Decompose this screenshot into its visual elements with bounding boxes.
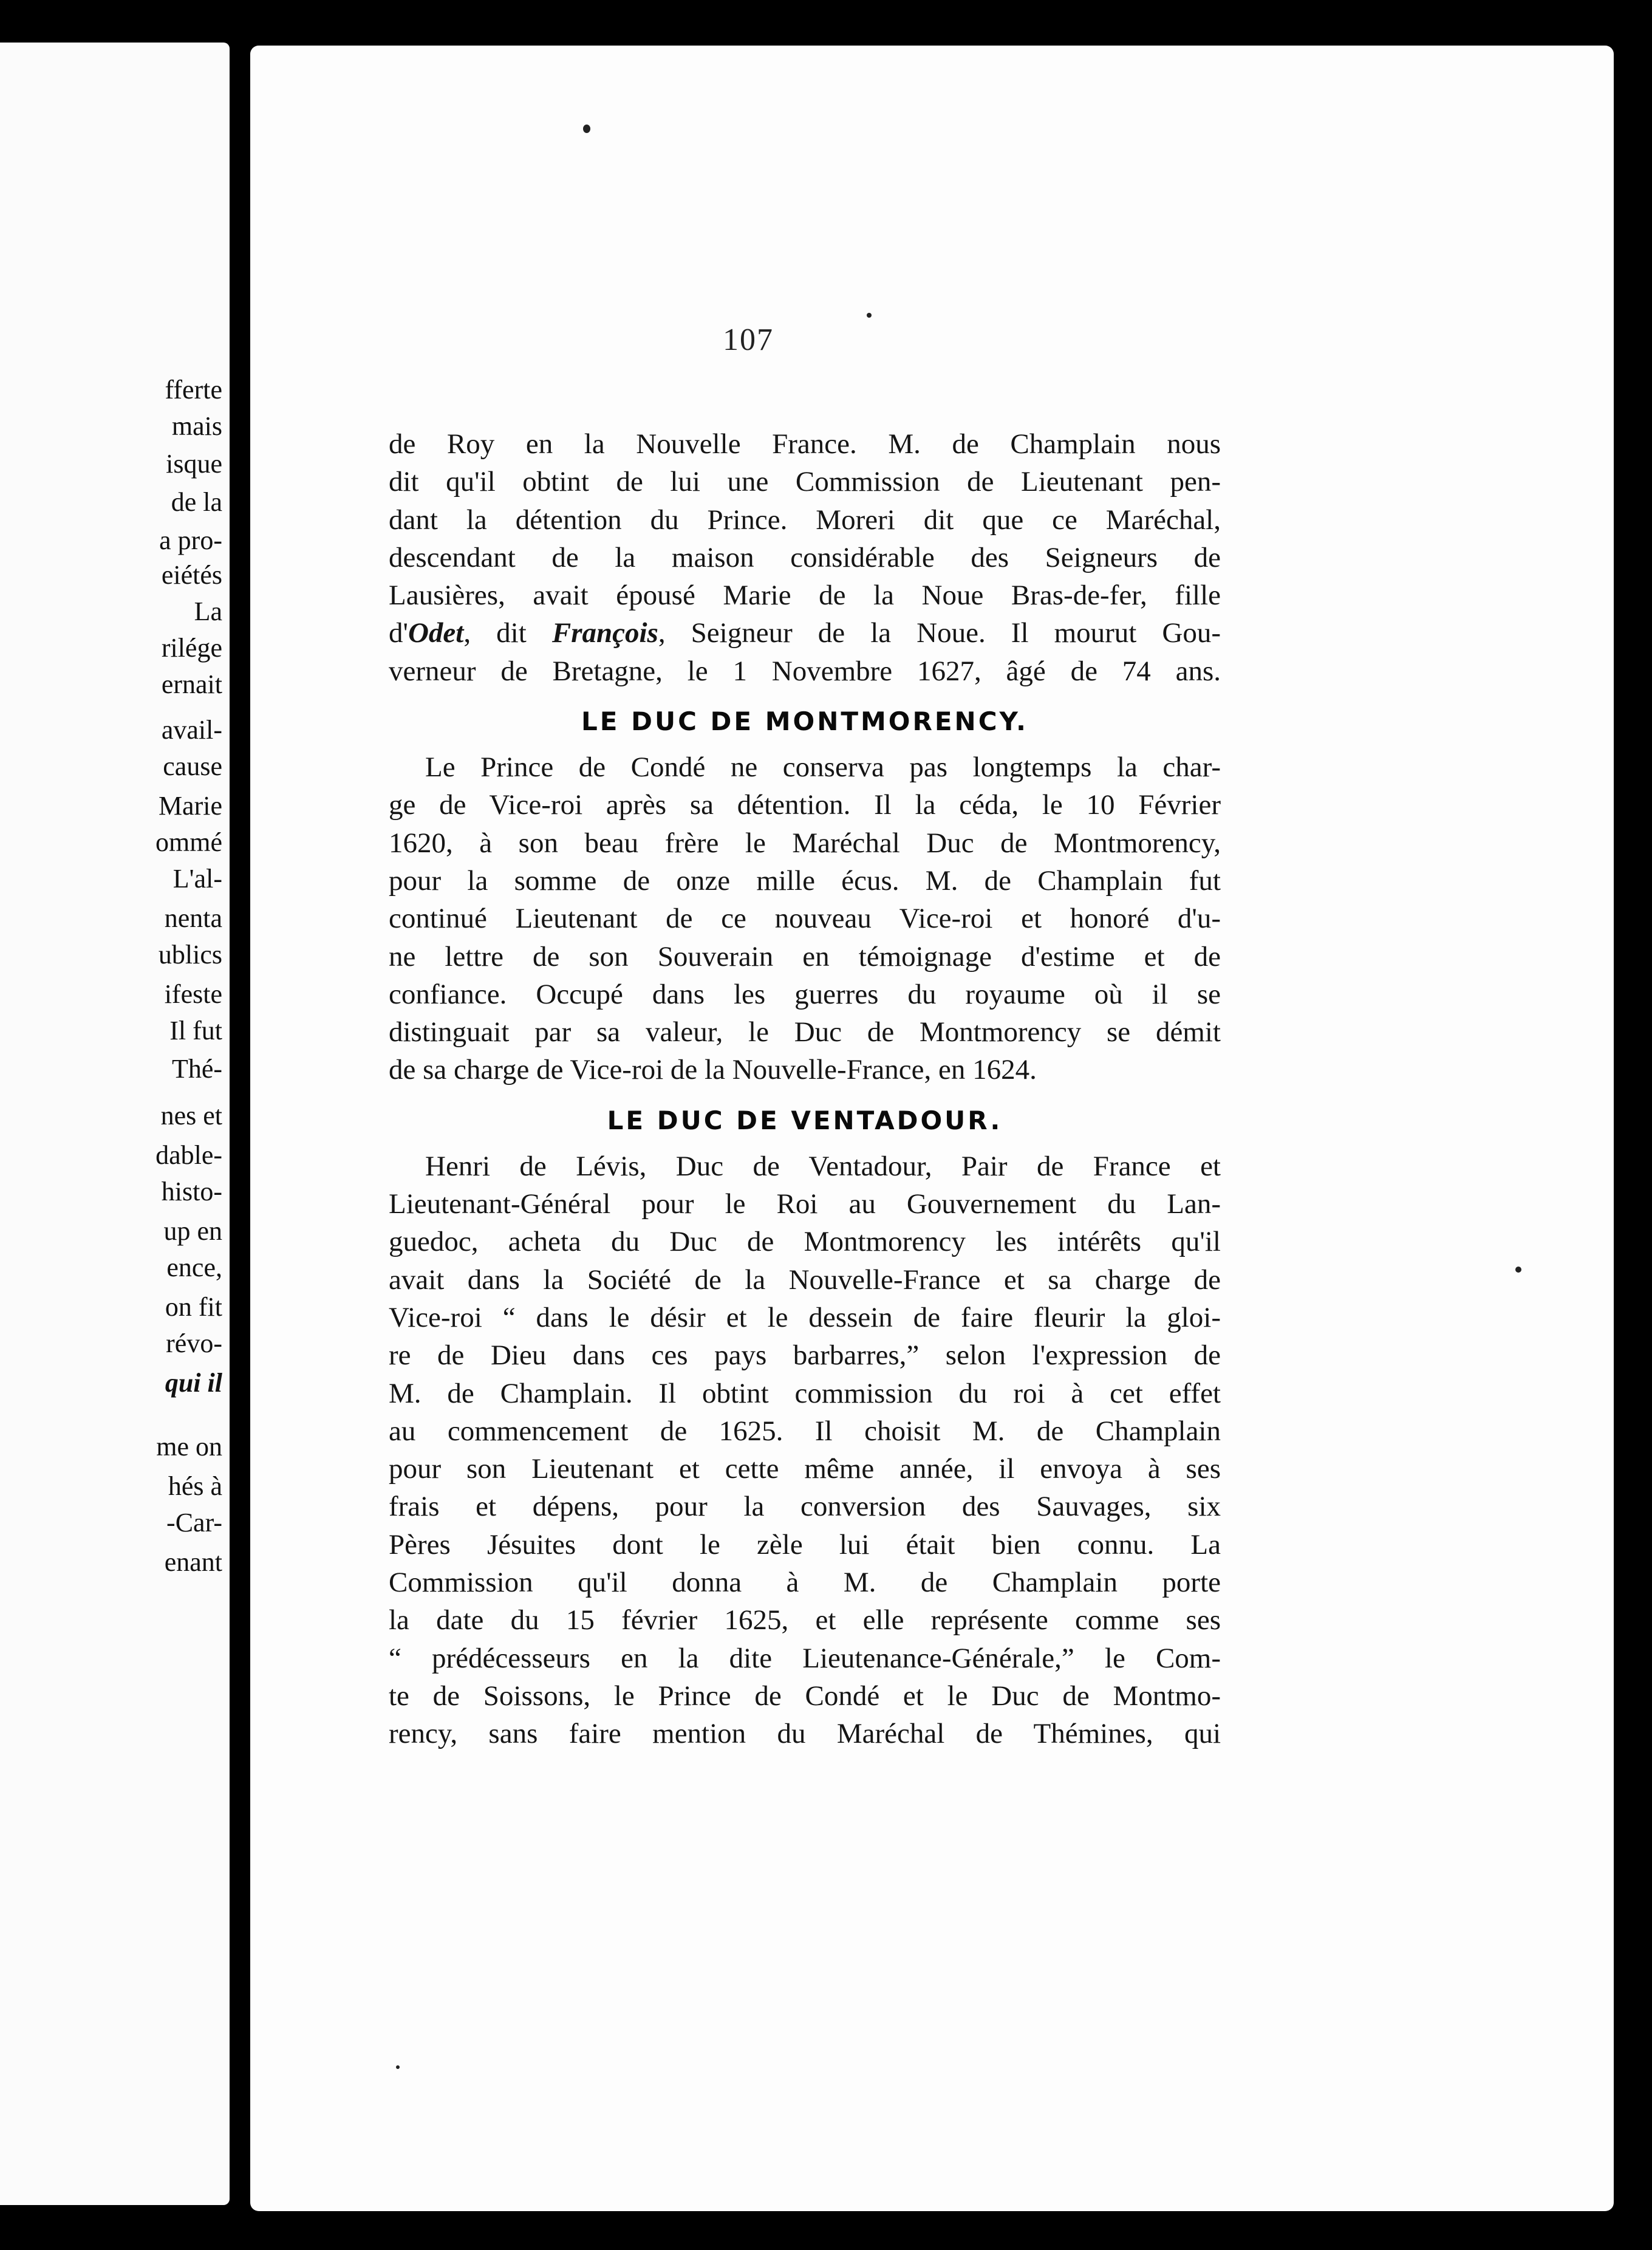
left-page-line-fragments <box>0 43 230 2205</box>
text-line: rency, sans faire mention du Maréchal de Thémines, qui <box>389 1718 1221 1750</box>
text-line: au commencement de 1625. Il choisit M. de Champlain <box>389 1415 1221 1447</box>
text-line: verneur de Bretagne, le 1 Novembre 1627, âgé de 74 ans. <box>389 655 1221 687</box>
text-line: Lieutenant-Général pour le Roi au Gouvernement du Lan- <box>389 1188 1221 1220</box>
left-page-line-fragment: ernait <box>161 669 222 699</box>
left-page-line-fragment: rilége <box>161 633 222 663</box>
left-page-line-fragment: enant <box>164 1547 222 1577</box>
left-page-line-fragment: ommé <box>155 827 222 857</box>
text-line: frais et dépens, pour la conversion des Sauvages, six <box>389 1491 1221 1523</box>
text-line: re de Dieu dans ces pays barbarres,” selon l'expression de <box>389 1339 1221 1372</box>
left-page-line-fragment: Il fut <box>169 1016 222 1045</box>
paragraph-2 <box>389 748 1221 1089</box>
text-line: te de Soissons, le Prince de Condé et le Duc de Montmo- <box>389 1680 1221 1712</box>
text-line: Commission qu'il donna à M. de Champlain porte <box>389 1567 1221 1599</box>
text-line: de sa charge de Vice-roi de la Nouvelle-France, en 1624. <box>389 1054 1037 1086</box>
left-page-line-fragment: me on <box>156 1432 222 1462</box>
section-heading-ventadour: LE DUC DE VENTADOUR. <box>607 1105 1003 1135</box>
left-page-line-fragment: a pro- <box>159 525 222 555</box>
left-page-line-fragment: dable- <box>155 1140 222 1170</box>
left-page-line-fragment: nenta <box>164 903 222 933</box>
left-page-line-fragment: L'al- <box>172 864 222 894</box>
left-page-line-fragment: nes et <box>160 1101 222 1130</box>
text-line: ne lettre de son Souverain en témoignage d'estime et de <box>389 940 1221 973</box>
left-facing-page <box>0 43 230 2205</box>
italic-name-francois: François <box>551 617 658 649</box>
text-line: Lausières, avait épousé Marie de la Noue Bras-de-fer, fille <box>389 580 1221 612</box>
text-line: continué Lieutenant de ce nouveau Vice-roi et honoré d'u- <box>389 903 1221 935</box>
text-line: Henri de Lévis, Duc de Ventadour, Pair de France et <box>425 1150 1221 1182</box>
left-page-line-fragment: isque <box>166 449 222 479</box>
left-page-line-fragment: hés à <box>168 1471 222 1501</box>
text-line: d'Odet, dit François, Seigneur de la Noue. Il mourut Gou- <box>389 617 1221 649</box>
text-line: pour la somme de onze mille écus. M. de Champlain fut <box>389 864 1221 897</box>
text-line: M. de Champlain. Il obtint commission du roi à cet effet <box>389 1377 1221 1409</box>
left-page-line-fragment: Marie <box>158 791 222 821</box>
text-line: Vice-roi “ dans le désir et le dessein de faire fleurir la gloi- <box>389 1301 1221 1333</box>
left-page-line-fragment: ublics <box>158 940 222 969</box>
page-text <box>389 425 1221 1753</box>
left-page-line-fragment: histo- <box>161 1177 222 1206</box>
text-line: Le Prince de Condé ne conserva pas longtemps la char- <box>425 751 1221 784</box>
page-number: 107 <box>723 323 774 357</box>
ink-speck <box>1515 1267 1521 1273</box>
left-page-line-fragment: -Car- <box>166 1508 222 1537</box>
paragraph-3 <box>389 1147 1221 1753</box>
text-line: “ prédécesseurs en la dite Lieutenance-Générale,” le Com- <box>389 1642 1221 1674</box>
text-line: distinguait par sa valeur, le Duc de Montmorency se démit <box>389 1016 1221 1048</box>
left-page-line-fragment: de la <box>171 487 222 517</box>
left-page-line-fragment: up en <box>163 1216 222 1246</box>
section-heading-montmorency: LE DUC DE MONTMORENCY. <box>581 706 1028 737</box>
text-line: 1620, à son beau frère le Maréchal Duc de Montmorency, <box>389 827 1221 859</box>
paragraph-1 <box>389 425 1221 614</box>
left-page-line-fragment: Thé- <box>171 1054 222 1084</box>
text-line: ge de Vice-roi après sa détention. Il la céda, le 10 Février <box>389 789 1221 821</box>
left-page-line-fragment: fferte <box>165 375 222 405</box>
text-line: confiance. Occupé dans les guerres du royaume où il se <box>389 978 1221 1010</box>
left-page-line-fragment: mais <box>171 411 222 441</box>
text-line: dit qu'il obtint de lui une Commission de Lieutenant pen- <box>389 466 1221 498</box>
ink-speck <box>396 2065 400 2069</box>
left-page-line-fragment: eiétés <box>161 560 222 590</box>
text-line: dant la détention du Prince. Moreri dit que ce Maréchal, <box>389 504 1221 536</box>
italic-name-odet: Odet <box>408 617 464 649</box>
left-page-line-fragment: ifeste <box>164 979 222 1009</box>
text-line: Pères Jésuites dont le zèle lui était bien connu. La <box>389 1528 1221 1561</box>
text-line: de Roy en la Nouvelle France. M. de Champlain nous <box>389 428 1221 460</box>
left-page-line-fragment: révo- <box>166 1328 222 1358</box>
text-line: descendant de la maison considérable des Seigneurs de <box>389 541 1221 573</box>
left-page-line-fragment: on fit <box>165 1292 222 1322</box>
text-line: guedoc, acheta du Duc de Montmorency les intérêts qu'il <box>389 1226 1221 1258</box>
left-page-line-fragment: avail- <box>161 715 222 745</box>
left-page-line-fragment: cause <box>163 751 222 781</box>
text-line: avait dans la Société de la Nouvelle-France et sa charge de <box>389 1263 1221 1296</box>
ink-speck <box>867 313 872 318</box>
ink-speck <box>583 125 590 133</box>
text-line: la date du 15 février 1625, et elle représente comme ses <box>389 1604 1221 1636</box>
left-page-line-fragment: La <box>194 597 222 626</box>
left-page-line-fragment: qui il <box>165 1368 222 1398</box>
left-page-line-fragment: ence, <box>166 1253 222 1282</box>
text-line: pour son Lieutenant et cette même année, il envoya à ses <box>389 1453 1221 1485</box>
